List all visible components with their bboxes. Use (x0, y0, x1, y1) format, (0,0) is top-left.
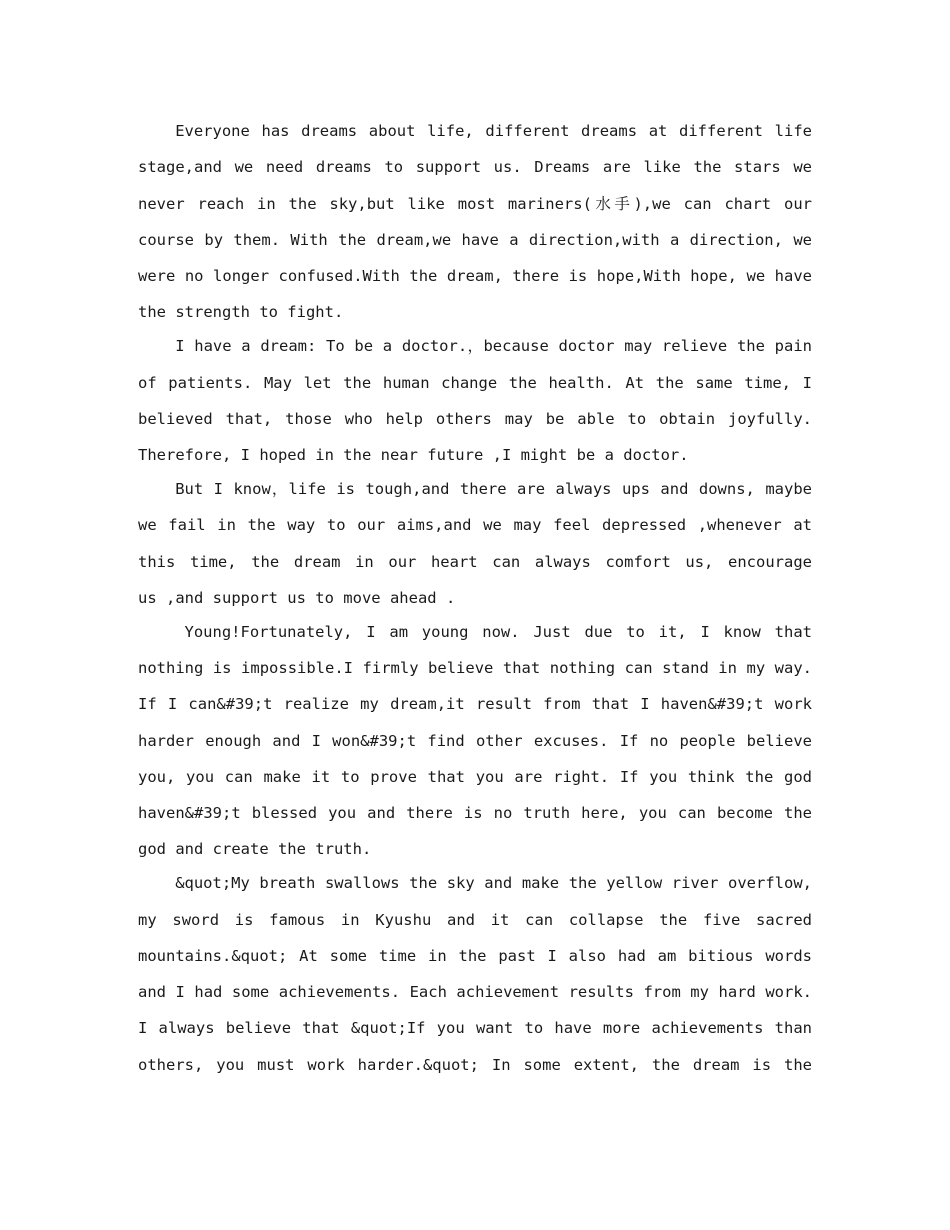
text-line: and I had some achievements. Each achievement results from my hard work. (138, 983, 812, 1002)
paragraph (138, 865, 812, 1083)
text-line: &quot;My breath swallows the sky and make the yellow river overflow, (175, 874, 812, 893)
paragraph (138, 328, 812, 473)
paragraph (138, 471, 812, 616)
text-line: the strength to fight. (138, 303, 344, 322)
text-line: Everyone has dreams about life, different dreams at different life (175, 122, 812, 140)
text-line: Therefore, I hoped in the near future ,I might be a doctor. (138, 446, 689, 465)
text-line: I always believe that &quot;If you want to have more achievements than (138, 1019, 812, 1038)
text-line: never reach in the sky,but like most mariners(水手),we can chart our (138, 194, 812, 213)
text-line: course by them. With the dream,we have a direction,with a direction, we (138, 230, 812, 249)
text-line: I have a dream: To be a doctor.，because doctor may relieve the pain (175, 337, 812, 356)
text-line: this time, the dream in our heart can always comfort us, encourage (138, 552, 812, 571)
text-line: stage,and we need dreams to support us. Dreams are like the stars we (138, 158, 812, 177)
text-line: But I know，life is tough,and there are always ups and downs, maybe (175, 479, 812, 498)
text-line: mountains.&quot; At some time in the past I also had am bitious words (138, 946, 812, 965)
text-line: harder enough and I won&#39;t find other excuses. If no people believe (138, 731, 812, 750)
text-line: believed that, those who help others may be able to obtain joyfully. (138, 409, 812, 428)
text-line: you, you can make it to prove that you are right. If you think the god (138, 767, 812, 786)
text-line: my sword is famous in Kyushu and it can collapse the five sacred (138, 910, 812, 929)
text-line: haven&#39;t blessed you and there is no truth here, you can become the (138, 804, 812, 823)
paragraph (138, 614, 812, 868)
text-line: were no longer confused.With the dream, there is hope,With hope, we have (138, 267, 812, 286)
paragraph (138, 113, 812, 331)
text-line: others, you must work harder.&quot; In some extent, the dream is the (138, 1055, 812, 1074)
text-line: of patients. May let the human change the health. At the same time, I (138, 373, 812, 392)
text-line: nothing is impossible.I firmly believe that nothing can stand in my way. (138, 658, 812, 677)
text-line: god and create the truth. (138, 840, 372, 859)
text-line: we fail in the way to our aims,and we may feel depressed ,whenever at (138, 516, 812, 535)
text-line: If I can&#39;t realize my dream,it result from that I haven&#39;t work (138, 695, 812, 714)
document-body (138, 113, 812, 1081)
text-line: us ,and support us to move ahead . (138, 588, 456, 607)
text-line: Young!Fortunately, I am young now. Just due to it, I know that (184, 622, 812, 641)
